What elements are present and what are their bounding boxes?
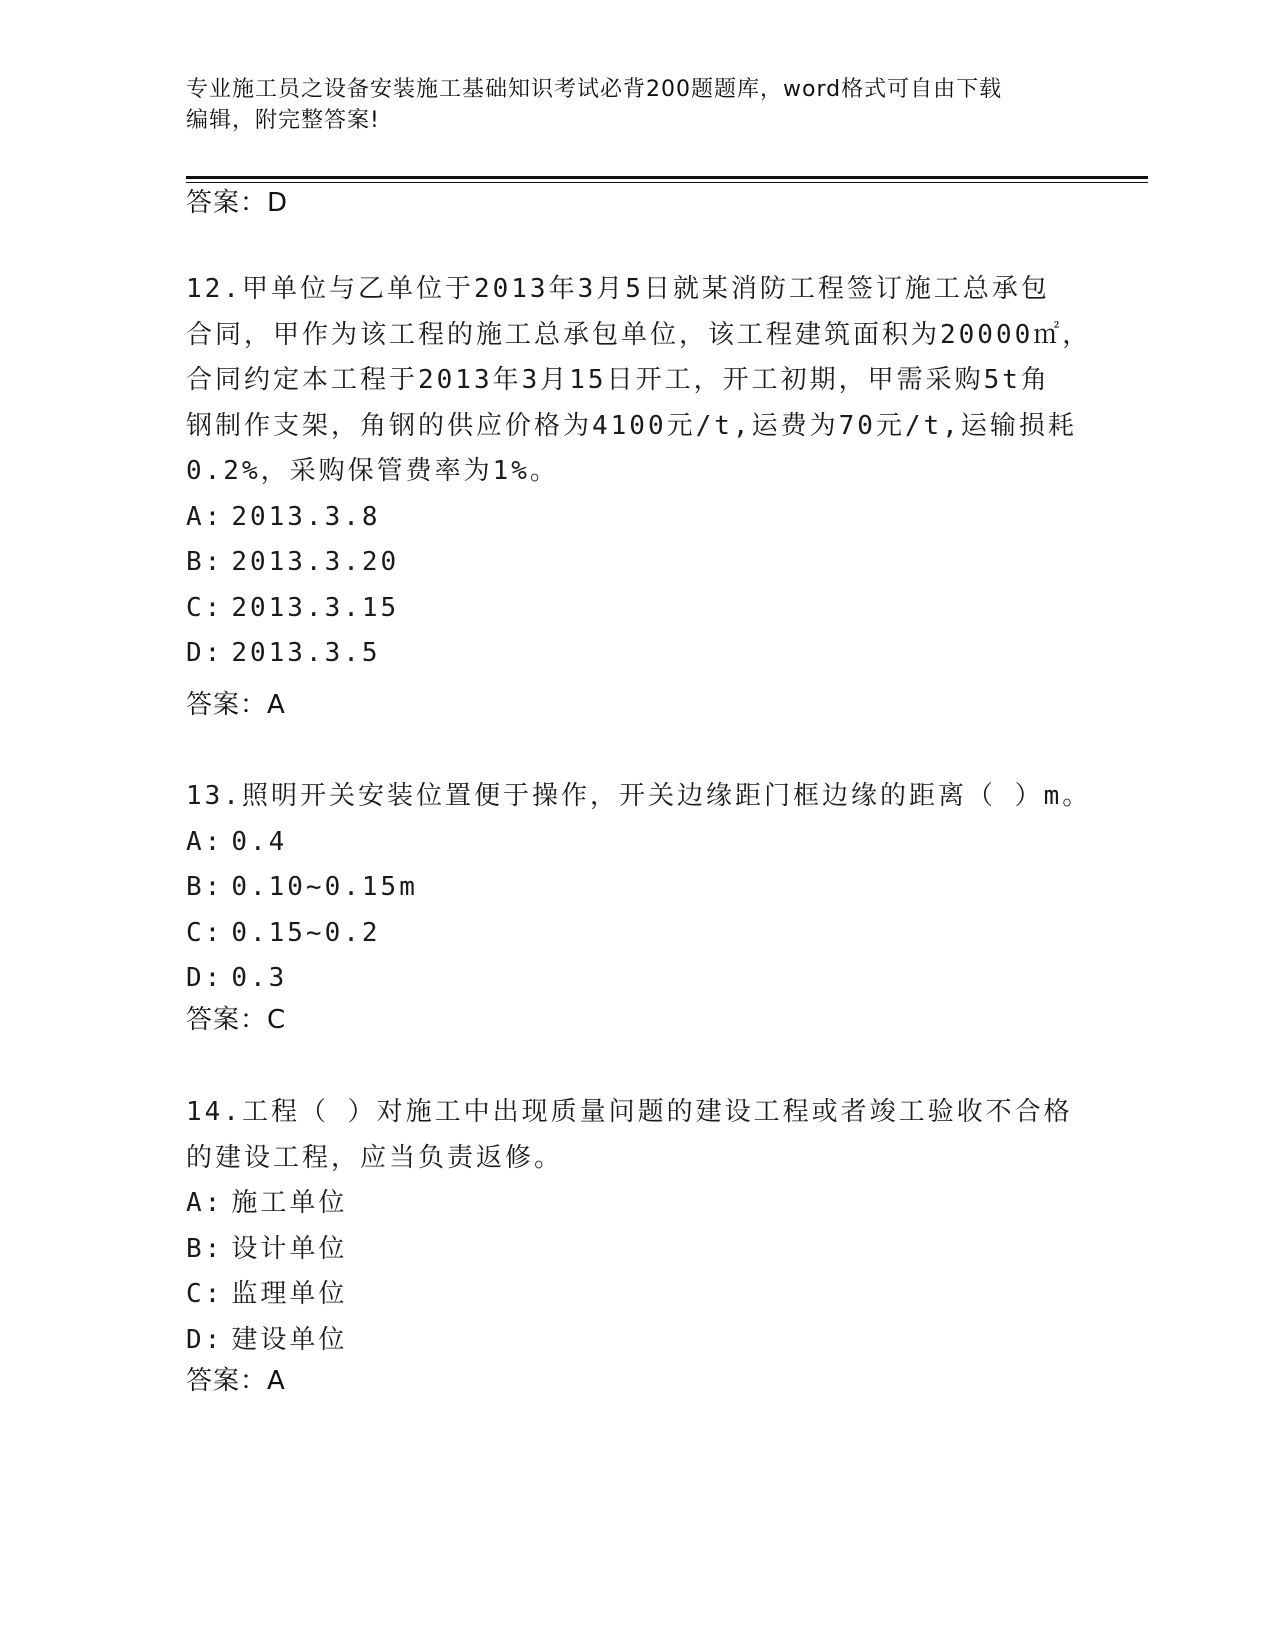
option-text: 监理单位 — [231, 1279, 348, 1309]
option-key: C: — [186, 1279, 224, 1309]
question-13 — [186, 774, 1092, 1002]
option-key: B: — [186, 547, 224, 577]
answer-12: 答案：A — [186, 690, 286, 720]
question-text-line: 合同约定本工程于2013年3月15日开工，开工初期，甲需采购5t角 — [186, 365, 1050, 395]
question-text-line: 的建设工程，应当负责返修。 — [186, 1142, 564, 1173]
option-a — [186, 495, 1086, 541]
option-text: 0.15~0.2 — [231, 917, 381, 948]
option-text: 设计单位 — [231, 1233, 348, 1264]
answer-13: 答案：C — [186, 1005, 287, 1035]
option-text: 施工单位 — [231, 1188, 348, 1218]
question-text-line: 合同，甲作为该工程的施工总承包单位，该工程建筑面积为20000㎡， — [186, 319, 1092, 350]
option-c — [186, 586, 1086, 632]
header-rule-thin — [186, 182, 1148, 183]
option-b — [186, 1227, 1086, 1273]
option-a — [186, 820, 1086, 866]
option-key: A: — [186, 1188, 224, 1218]
option-key: B: — [186, 1233, 224, 1264]
question-text-line: 12.甲单位与乙单位于2013年3月5日就某消防工程签订施工总承包 — [186, 274, 1050, 304]
option-text: 0.10~0.15m — [231, 872, 418, 902]
option-text: 建设单位 — [231, 1324, 348, 1355]
previous-answer: 答案：D — [186, 188, 289, 218]
answer-14: 答案：A — [186, 1366, 286, 1396]
option-key: D: — [186, 638, 224, 668]
option-d — [186, 631, 1086, 677]
option-text: 2013.3.8 — [231, 501, 381, 532]
option-c — [186, 1272, 1086, 1318]
question-text-line: 0.2%，采购保管费率为1%。 — [186, 456, 559, 486]
header-line-1: 专业施工员之设备安装施工基础知识考试必背200题题库，word格式可自由下载 — [186, 77, 1003, 102]
option-c — [186, 911, 1086, 957]
option-d — [186, 956, 1086, 1002]
header-line-2: 编辑，附完整答案! — [186, 108, 380, 133]
option-key: D: — [186, 963, 224, 993]
option-a — [186, 1181, 1086, 1227]
option-key: D: — [186, 1324, 224, 1355]
option-key: A: — [186, 826, 224, 857]
question-text-line: 14.工程（ ）对施工中出现质量问题的建设工程或者竣工验收不合格 — [186, 1097, 1073, 1127]
option-b — [186, 865, 1086, 911]
option-text: 2013.3.20 — [231, 547, 400, 577]
document-header — [186, 74, 1086, 136]
header-rule-thick — [186, 176, 1148, 179]
option-d — [186, 1318, 1086, 1364]
question-text-line: 13.照明开关安装位置便于操作，开关边缘距门框边缘的距离（ ）m。 — [186, 781, 1092, 811]
option-text: 0.4 — [231, 826, 288, 857]
option-text: 2013.3.15 — [231, 592, 400, 623]
question-12 — [186, 267, 1092, 677]
question-text-line: 钢制作支架，角钢的供应价格为4100元/t,运费为70元/t,运输损耗 — [186, 410, 1077, 441]
option-key: B: — [186, 872, 224, 902]
option-key: C: — [186, 917, 224, 948]
option-text: 2013.3.5 — [231, 638, 381, 668]
option-b — [186, 540, 1086, 586]
option-text: 0.3 — [231, 963, 288, 993]
option-key: C: — [186, 592, 224, 623]
question-14 — [186, 1090, 1086, 1363]
option-key: A: — [186, 501, 224, 532]
